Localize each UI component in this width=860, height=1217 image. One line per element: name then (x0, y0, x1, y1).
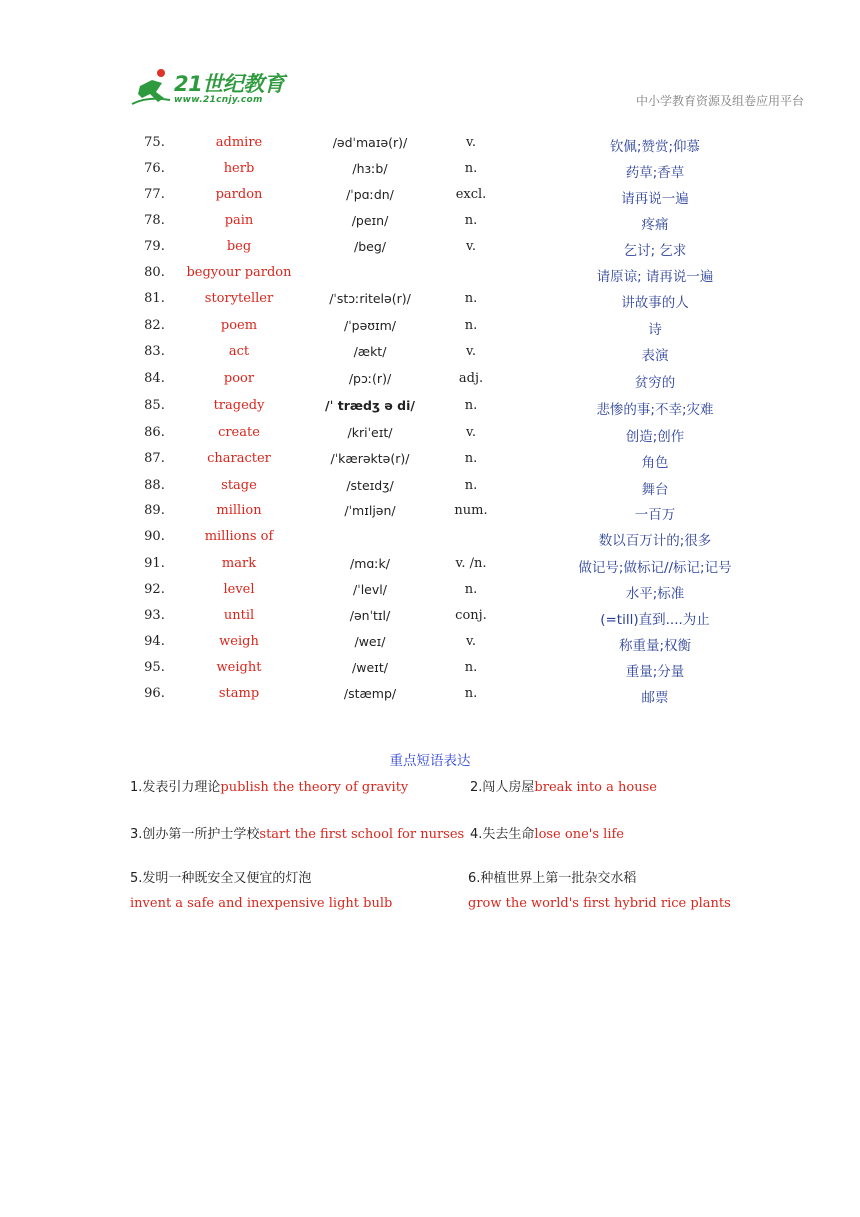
phrase-english: start the first school for nurses (259, 827, 465, 842)
vocab-meaning: 数以百万计的;很多 (598, 533, 712, 549)
vocab-pos: conj. (455, 608, 487, 623)
vocab-phonetic: /ədˈmaɪə(r)/ (332, 135, 408, 150)
vocab-meaning: 药草;香草 (625, 165, 685, 181)
vocab-row (0, 398, 860, 424)
phrase-item (130, 823, 464, 842)
vocab-word: pain (224, 213, 254, 228)
vocab-word: million (216, 503, 262, 518)
vocab-pos: n. (464, 291, 478, 306)
vocab-meaning: 称重量;权衡 (618, 638, 692, 654)
vocab-pos: n. (464, 398, 478, 413)
vocab-word: until (223, 608, 255, 623)
phrase-english: break into a house (534, 780, 657, 795)
phrase-item (130, 867, 311, 886)
vocab-meaning: 贫穷的 (634, 375, 676, 391)
vocab-row (0, 529, 860, 555)
vocab-meaning: 表演 (641, 348, 669, 364)
vocab-word: weigh (219, 634, 259, 649)
vocab-pos: num. (454, 503, 488, 518)
vocab-number: 80. (144, 265, 165, 280)
vocab-word: tragedy (213, 398, 265, 413)
vocab-pos: adj. (458, 371, 484, 386)
vocab-number: 79. (144, 239, 165, 254)
vocab-word: herb (223, 161, 255, 176)
section-title: 重点短语表达 (389, 753, 471, 769)
vocab-meaning: 角色 (641, 455, 669, 471)
vocab-row (0, 265, 860, 291)
vocab-row (0, 478, 860, 504)
vocab-pos: n. (464, 213, 478, 228)
vocab-row (0, 291, 860, 317)
vocab-row (0, 344, 860, 370)
vocab-meaning: 水平;标准 (625, 586, 685, 602)
vocab-meaning: 创造;创作 (625, 429, 685, 445)
vocab-pos: n. (464, 686, 478, 701)
vocab-row (0, 239, 860, 265)
vocab-phonetic: /beg/ (354, 239, 386, 254)
phrase-chinese: 3.创办第一所护士学校 (130, 827, 260, 842)
phrase-english: invent a safe and inexpensive light bulb (130, 896, 393, 911)
vocab-row (0, 608, 860, 634)
vocab-row (0, 371, 860, 397)
vocab-pos: v. (466, 634, 476, 649)
vocab-word: character (207, 451, 271, 466)
vocab-pos: n. (464, 478, 478, 493)
phrase-chinese: 5.发明一种既安全又便宜的灯泡 (130, 871, 312, 886)
vocab-pos: n. (464, 582, 478, 597)
vocab-pos: v. (466, 425, 476, 440)
phrase-chinese: 1.发表引力理论 (130, 780, 221, 795)
vocab-word: pardon (215, 187, 263, 202)
vocab-word: stage (221, 478, 257, 493)
vocab-number: 93. (144, 608, 165, 623)
vocab-phonetic: /stæmp/ (343, 686, 397, 701)
vocab-number: 83. (144, 344, 165, 359)
vocab-meaning: 诗 (648, 322, 662, 338)
vocab-phonetic: /ˈ trædʒ ə di/ (325, 398, 415, 413)
vocab-phonetic: /weɪ/ (354, 634, 386, 649)
vocab-word: millions of (204, 529, 274, 544)
vocab-number: 88. (144, 478, 165, 493)
vocab-word: admire (215, 135, 263, 150)
vocab-pos: v. /n. (455, 556, 487, 571)
page-header (0, 0, 860, 120)
vocab-number: 86. (144, 425, 165, 440)
vocab-row (0, 660, 860, 686)
vocab-phonetic: /weɪt/ (352, 660, 388, 675)
vocab-phonetic: /ˈpɑːdn/ (346, 187, 394, 202)
vocab-word: begyour pardon (186, 265, 292, 280)
phrase-chinese: 6.种植世界上第一批杂交水稻 (468, 871, 637, 886)
vocab-number: 92. (144, 582, 165, 597)
platform-slogan: 中小学教育资源及组卷应用平台 (636, 94, 805, 108)
vocab-meaning: 一百万 (634, 507, 676, 523)
vocab-word: mark (221, 556, 257, 571)
vocab-number: 81. (144, 291, 165, 306)
vocab-row (0, 135, 860, 161)
vocab-word: stamp (218, 686, 260, 701)
phrase-item (470, 823, 624, 842)
vocab-meaning: 请再说一遍 (621, 191, 689, 207)
vocab-pos: n. (464, 660, 478, 675)
vocab-meaning: 重量;分量 (625, 664, 685, 680)
phrase-item (130, 776, 408, 795)
vocab-phonetic: /ˈlevl/ (353, 582, 387, 597)
vocab-row (0, 318, 860, 344)
vocab-meaning: (=till)直到....为止 (600, 612, 710, 628)
phrase-chinese: 4.失去生命 (470, 827, 535, 842)
vocab-word: level (223, 582, 255, 597)
vocab-word: create (218, 425, 260, 440)
phrase-item (470, 776, 657, 795)
vocab-meaning: 钦佩;赞赏;仰慕 (609, 139, 701, 155)
vocab-row (0, 451, 860, 477)
vocab-meaning: 乞讨; 乞求 (623, 243, 687, 259)
vocab-number: 77. (144, 187, 165, 202)
vocab-phonetic: /ˈpəʊɪm/ (343, 318, 397, 333)
vocab-row (0, 161, 860, 187)
vocab-phonetic: /ˈstɔːritelə(r)/ (329, 291, 411, 306)
vocab-meaning: 舞台 (641, 482, 669, 498)
vocab-pos: v. (466, 239, 476, 254)
vocab-phonetic: /mɑːk/ (350, 556, 390, 571)
vocab-phonetic: /ˈkærəktə(r)/ (330, 451, 410, 466)
vocab-pos: n. (464, 318, 478, 333)
vocab-number: 82. (144, 318, 165, 333)
vocab-number: 78. (144, 213, 165, 228)
vocab-number: 89. (144, 503, 165, 518)
vocab-word: weight (216, 660, 262, 675)
vocab-phonetic: /steɪdʒ/ (346, 478, 394, 493)
vocab-word: poor (223, 371, 255, 386)
logo-text: 21世纪教育 (174, 72, 285, 96)
vocab-pos: excl. (455, 187, 487, 202)
vocab-number: 76. (144, 161, 165, 176)
vocab-row (0, 582, 860, 608)
vocab-number: 96. (144, 686, 165, 701)
vocab-phonetic: /hɜːb/ (352, 161, 388, 176)
vocab-number: 90. (144, 529, 165, 544)
vocab-pos: n. (464, 161, 478, 176)
vocab-meaning: 疼痛 (641, 217, 669, 233)
vocab-number: 75. (144, 135, 165, 150)
vocab-phonetic: /ˈmɪljən/ (344, 503, 396, 518)
vocab-row (0, 425, 860, 451)
vocab-word: beg (226, 239, 252, 254)
vocab-meaning: 讲故事的人 (621, 295, 689, 311)
phrase-english: publish the theory of gravity (220, 780, 409, 795)
vocab-number: 91. (144, 556, 165, 571)
vocab-number: 94. (144, 634, 165, 649)
vocab-phonetic: /kriˈeɪt/ (347, 425, 393, 440)
vocab-phonetic: /pɔː(r)/ (348, 371, 392, 386)
vocab-row (0, 503, 860, 529)
phrase-item (468, 867, 636, 886)
vocab-row (0, 187, 860, 213)
vocab-row (0, 213, 860, 239)
vocab-number: 95. (144, 660, 165, 675)
vocab-phonetic: /ənˈtɪl/ (349, 608, 391, 623)
vocab-number: 85. (144, 398, 165, 413)
vocab-word: storyteller (204, 291, 274, 306)
vocab-meaning: 悲惨的事;不幸;灾难 (596, 402, 714, 418)
phrase-english: grow the world's first hybrid rice plants (468, 896, 731, 911)
phrase-english: lose one's life (534, 827, 624, 842)
vocab-phonetic: /ækt/ (353, 344, 387, 359)
vocab-row (0, 556, 860, 582)
vocab-row (0, 686, 860, 712)
phrase-chinese: 2.闯人房屋 (470, 780, 535, 795)
vocab-word: poem (220, 318, 258, 333)
vocab-meaning: 做记号;做标记//标记;记号 (578, 560, 732, 576)
vocab-meaning: 请原谅; 请再说一遍 (596, 269, 714, 285)
vocab-phonetic: /peɪn/ (351, 213, 389, 228)
vocab-pos: n. (464, 451, 478, 466)
vocab-pos: v. (466, 344, 476, 359)
logo-url: www.21cnjy.com (174, 95, 263, 105)
vocab-row (0, 634, 860, 660)
vocab-number: 84. (144, 371, 165, 386)
vocab-word: act (228, 344, 250, 359)
vocab-meaning: 邮票 (641, 690, 669, 706)
vocab-pos: v. (466, 135, 476, 150)
vocab-number: 87. (144, 451, 165, 466)
